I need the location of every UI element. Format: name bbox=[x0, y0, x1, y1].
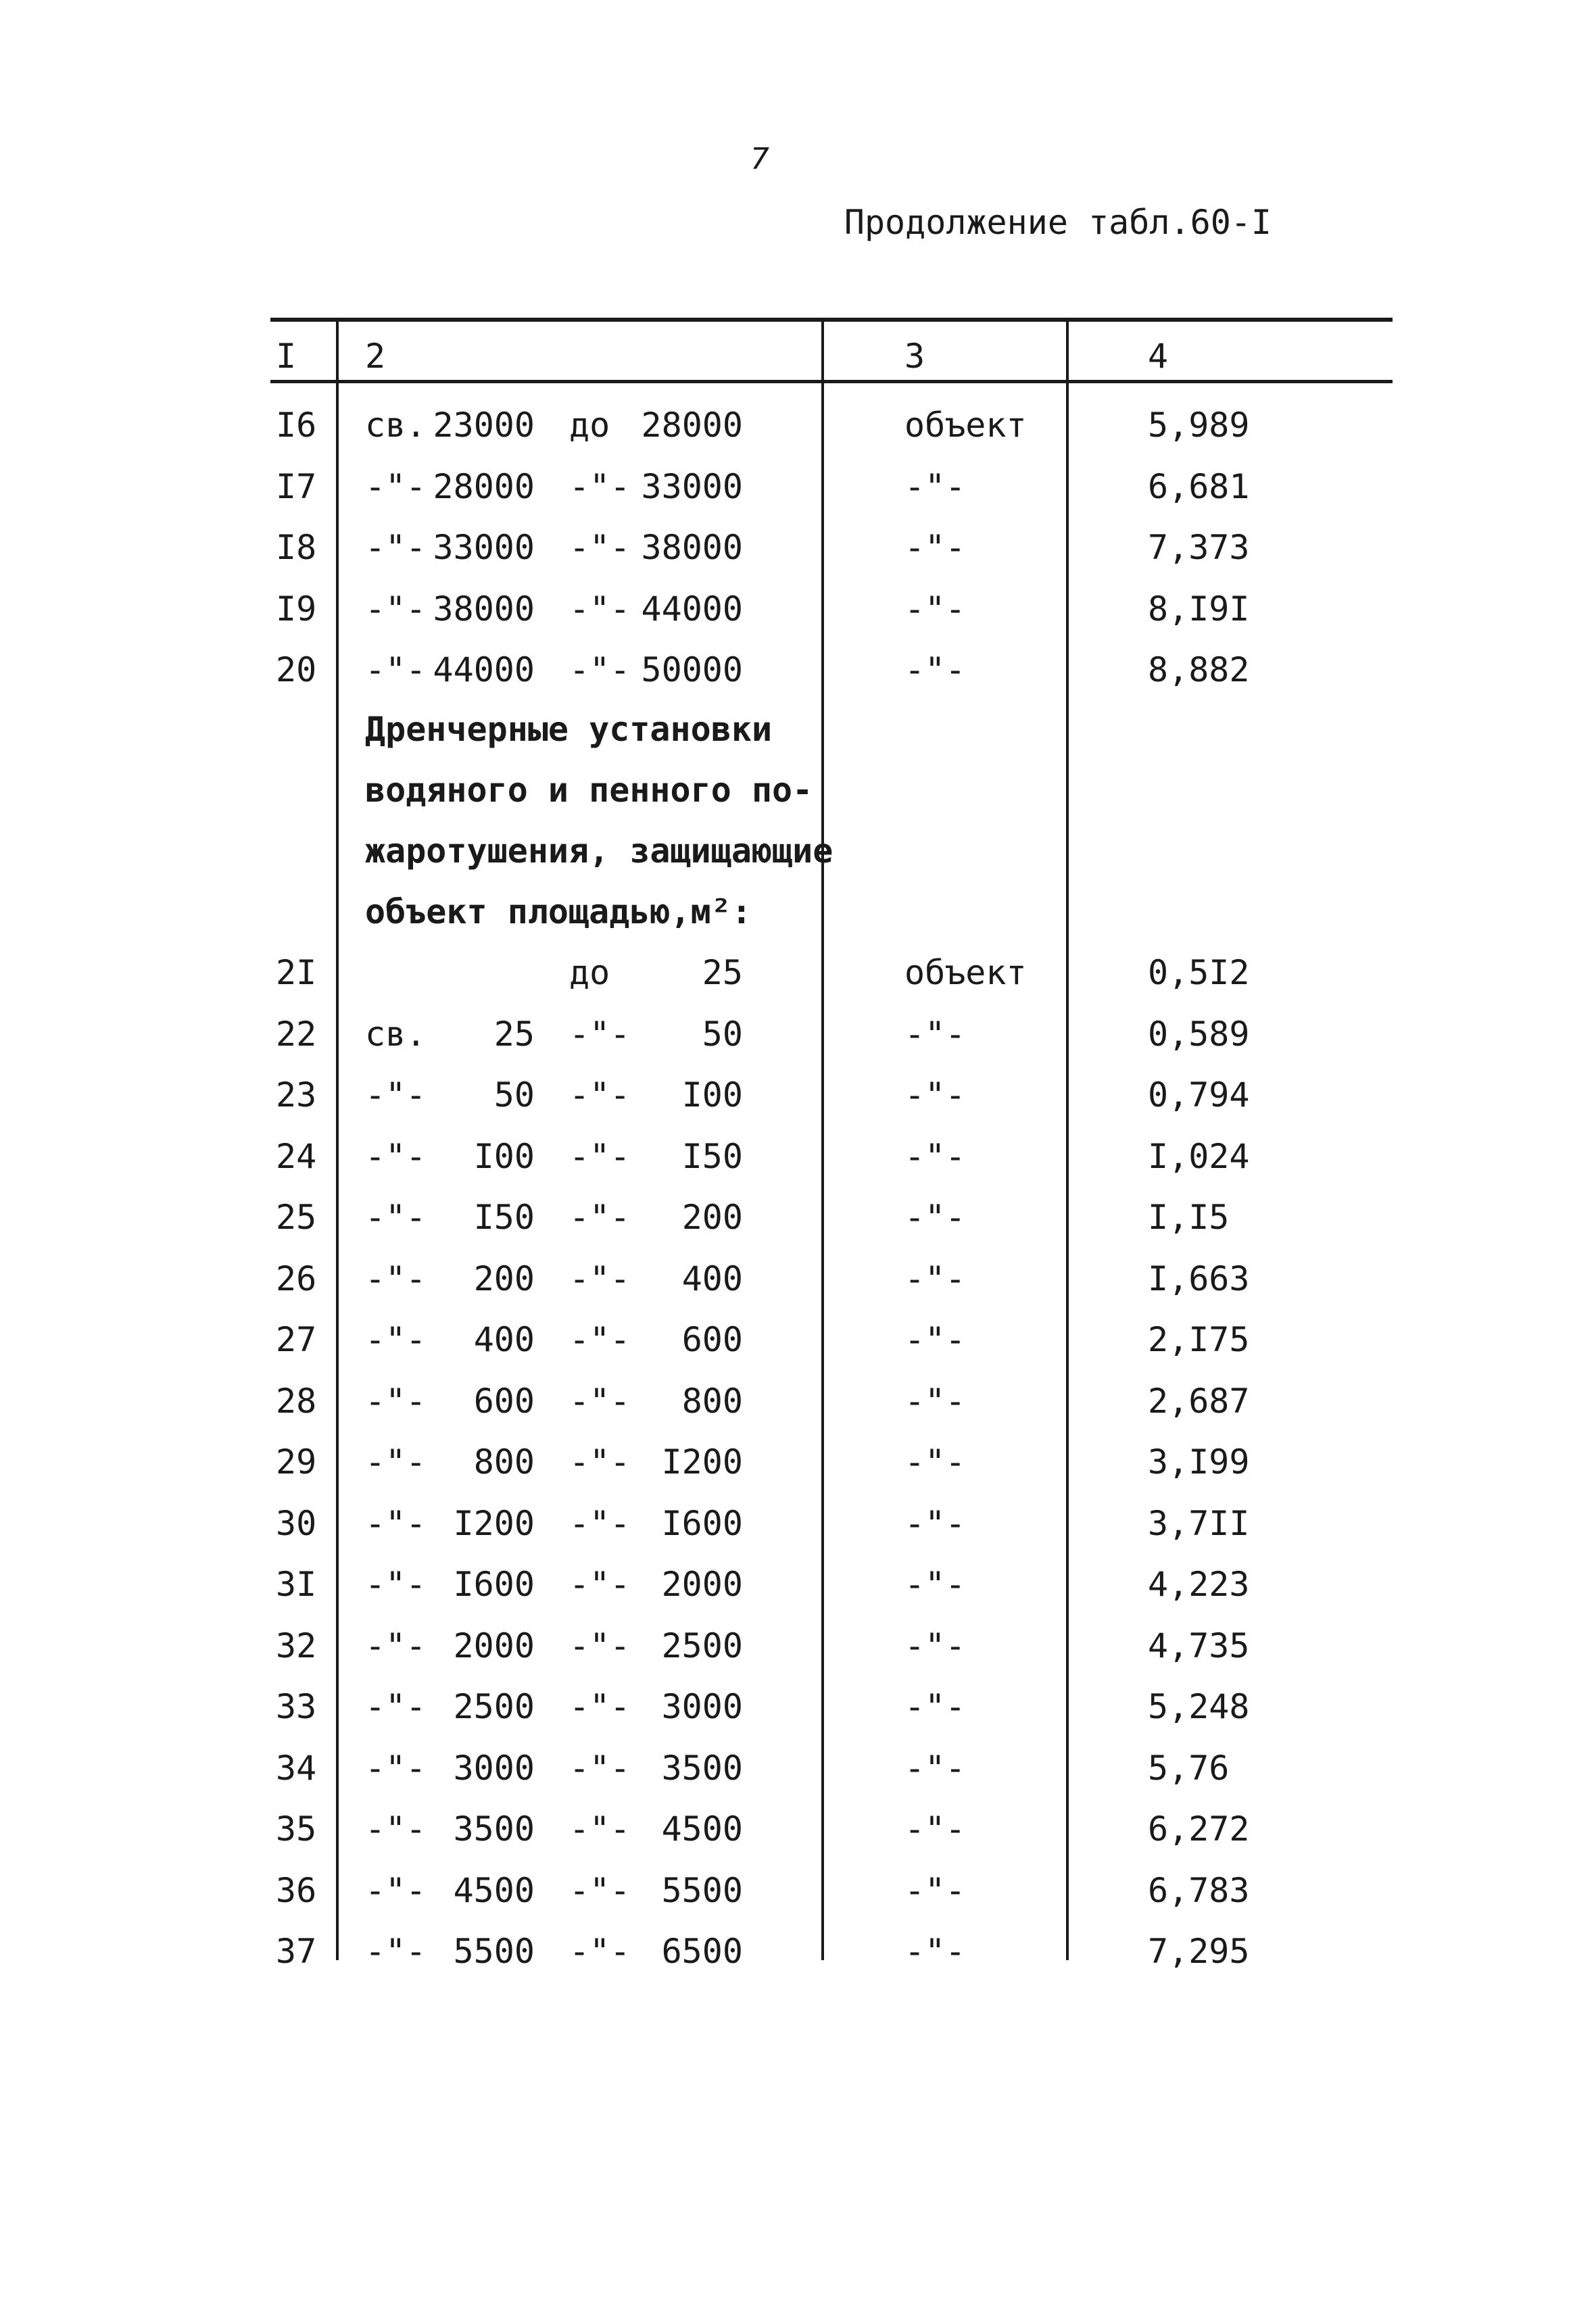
cell-d: I00 bbox=[681, 1075, 743, 1115]
cell-unit: -"- bbox=[904, 1503, 966, 1543]
cell-n: I9 bbox=[276, 589, 317, 629]
cell-value: 4,735 bbox=[1148, 1626, 1250, 1665]
cell-d: 600 bbox=[681, 1320, 743, 1359]
cell-n: 33 bbox=[276, 1687, 317, 1726]
cell-c: -"- bbox=[569, 1626, 631, 1665]
cell-a: -"- bbox=[365, 1198, 427, 1237]
cell-unit: -"- bbox=[904, 1932, 966, 1971]
cell-a: -"- bbox=[365, 1075, 427, 1115]
cell-d: 25 bbox=[702, 953, 743, 992]
table-row bbox=[0, 1504, 1596, 1565]
cell-value: 3,I99 bbox=[1148, 1442, 1250, 1482]
section-heading-line: жаротушения, защищающие bbox=[365, 831, 833, 871]
cell-d: 400 bbox=[681, 1259, 743, 1298]
table-header-rule bbox=[270, 380, 1393, 383]
header-col-4: 4 bbox=[1148, 337, 1169, 376]
cell-a: -"- bbox=[365, 1748, 427, 1788]
cell-unit: -"- bbox=[904, 1320, 966, 1359]
cell-n: 3I bbox=[276, 1565, 317, 1604]
cell-unit: объект bbox=[904, 406, 1027, 445]
cell-d: 3000 bbox=[661, 1687, 743, 1726]
cell-a: -"- bbox=[365, 1932, 427, 1971]
table-row bbox=[0, 467, 1596, 528]
cell-d: I200 bbox=[661, 1442, 743, 1482]
cell-value: I,663 bbox=[1148, 1259, 1250, 1298]
table-row bbox=[0, 528, 1596, 589]
cell-a: -"- bbox=[365, 1259, 427, 1298]
cell-value: 8,882 bbox=[1148, 650, 1250, 689]
cell-c: до bbox=[569, 406, 610, 445]
table-row bbox=[0, 650, 1596, 711]
cell-unit: -"- bbox=[904, 1687, 966, 1726]
cell-d: I50 bbox=[681, 1136, 743, 1176]
cell-value: 3,7II bbox=[1148, 1503, 1250, 1543]
table-row bbox=[0, 1198, 1596, 1259]
cell-n: 35 bbox=[276, 1809, 317, 1849]
cell-n: 25 bbox=[276, 1198, 317, 1237]
cell-c: -"- bbox=[569, 1565, 631, 1604]
table-row bbox=[0, 1565, 1596, 1626]
cell-unit: -"- bbox=[904, 1565, 966, 1604]
cell-a: -"- bbox=[365, 1626, 427, 1665]
cell-value: 7,373 bbox=[1148, 528, 1250, 567]
header-col-2: 2 bbox=[365, 337, 386, 376]
cell-a: -"- bbox=[365, 1503, 427, 1543]
cell-value: 6,783 bbox=[1148, 1870, 1250, 1910]
cell-n: 27 bbox=[276, 1320, 317, 1359]
header-col-1: I bbox=[276, 337, 297, 376]
cell-n: 30 bbox=[276, 1503, 317, 1543]
header-col-3: 3 bbox=[904, 337, 925, 376]
cell-n: I7 bbox=[276, 466, 317, 506]
table-row bbox=[0, 1015, 1596, 1075]
cell-unit: -"- bbox=[904, 1259, 966, 1298]
cell-b: 5500 bbox=[453, 1932, 535, 1971]
table-row bbox=[0, 1137, 1596, 1198]
cell-c: -"- bbox=[569, 1687, 631, 1726]
cell-a: -"- bbox=[365, 1442, 427, 1482]
cell-c: -"- bbox=[569, 1870, 631, 1910]
cell-c: -"- bbox=[569, 650, 631, 689]
table-row bbox=[0, 1259, 1596, 1320]
cell-a: -"- bbox=[365, 1687, 427, 1726]
cell-value: 6,272 bbox=[1148, 1809, 1250, 1849]
table-row bbox=[0, 1626, 1596, 1687]
cell-a: св. bbox=[365, 1014, 427, 1054]
cell-a: -"- bbox=[365, 1565, 427, 1604]
cell-unit: -"- bbox=[904, 1442, 966, 1482]
cell-n: I6 bbox=[276, 406, 317, 445]
table-row bbox=[0, 406, 1596, 466]
cell-value: 2,687 bbox=[1148, 1381, 1250, 1421]
cell-unit: -"- bbox=[904, 1198, 966, 1237]
cell-b: 33000 bbox=[433, 528, 535, 567]
cell-d: 38000 bbox=[641, 528, 743, 567]
cell-c: -"- bbox=[569, 1198, 631, 1237]
cell-b: I600 bbox=[453, 1565, 535, 1604]
cell-c: -"- bbox=[569, 1259, 631, 1298]
section-heading-line: водяного и пенного по- bbox=[365, 771, 813, 810]
cell-n: 28 bbox=[276, 1381, 317, 1421]
cell-c: -"- bbox=[569, 466, 631, 506]
cell-d: 2000 bbox=[661, 1565, 743, 1604]
cell-b: I00 bbox=[473, 1136, 535, 1176]
table-row bbox=[0, 589, 1596, 650]
cell-unit: -"- bbox=[904, 1748, 966, 1788]
cell-n: 34 bbox=[276, 1748, 317, 1788]
cell-b: 800 bbox=[473, 1442, 535, 1482]
cell-d: 800 bbox=[681, 1381, 743, 1421]
cell-n: 20 bbox=[276, 650, 317, 689]
cell-unit: -"- bbox=[904, 1809, 966, 1849]
cell-a: -"- bbox=[365, 650, 427, 689]
cell-a: св. bbox=[365, 406, 427, 445]
cell-value: 7,295 bbox=[1148, 1932, 1250, 1971]
cell-b: 38000 bbox=[433, 589, 535, 629]
cell-value: 4,223 bbox=[1148, 1565, 1250, 1604]
cell-b: 25 bbox=[493, 1014, 535, 1054]
cell-d: 44000 bbox=[641, 589, 743, 629]
cell-b: 3000 bbox=[453, 1748, 535, 1788]
section-heading-line: объект площадью,м²: bbox=[365, 892, 752, 931]
cell-value: I,024 bbox=[1148, 1136, 1250, 1176]
cell-value: 0,589 bbox=[1148, 1014, 1250, 1054]
cell-d: I600 bbox=[661, 1503, 743, 1543]
page-number: 7 bbox=[750, 142, 769, 176]
table-row bbox=[0, 1749, 1596, 1809]
cell-c: -"- bbox=[569, 1014, 631, 1054]
cell-a: -"- bbox=[365, 1320, 427, 1359]
cell-c: -"- bbox=[569, 1503, 631, 1543]
cell-value: 5,76 bbox=[1148, 1748, 1230, 1788]
table-row bbox=[0, 1320, 1596, 1381]
cell-c: -"- bbox=[569, 1932, 631, 1971]
cell-c: -"- bbox=[569, 1320, 631, 1359]
cell-a: -"- bbox=[365, 528, 427, 567]
cell-n: 24 bbox=[276, 1136, 317, 1176]
cell-a: -"- bbox=[365, 1381, 427, 1421]
cell-unit: -"- bbox=[904, 589, 966, 629]
cell-value: 6,681 bbox=[1148, 466, 1250, 506]
cell-b: 3500 bbox=[453, 1809, 535, 1849]
cell-c: -"- bbox=[569, 1748, 631, 1788]
cell-d: 5500 bbox=[661, 1870, 743, 1910]
cell-unit: -"- bbox=[904, 1014, 966, 1054]
cell-d: 50000 bbox=[641, 650, 743, 689]
cell-b: I50 bbox=[473, 1198, 535, 1237]
cell-n: 23 bbox=[276, 1075, 317, 1115]
cell-n: 37 bbox=[276, 1932, 317, 1971]
cell-n: I8 bbox=[276, 528, 317, 567]
cell-c: -"- bbox=[569, 1809, 631, 1849]
cell-c: -"- bbox=[569, 528, 631, 567]
cell-n: 36 bbox=[276, 1870, 317, 1910]
cell-value: 5,989 bbox=[1148, 406, 1250, 445]
cell-value: I,I5 bbox=[1148, 1198, 1230, 1237]
cell-n: 26 bbox=[276, 1259, 317, 1298]
cell-unit: -"- bbox=[904, 650, 966, 689]
cell-b: 600 bbox=[473, 1381, 535, 1421]
cell-b: 2000 bbox=[453, 1626, 535, 1665]
cell-value: 5,248 bbox=[1148, 1687, 1250, 1726]
cell-b: 2500 bbox=[453, 1687, 535, 1726]
table-row bbox=[0, 1382, 1596, 1442]
table-top-rule bbox=[270, 318, 1393, 322]
continuation-title: Продолжение табл.60-I bbox=[844, 203, 1272, 242]
cell-a: -"- bbox=[365, 589, 427, 629]
table-row bbox=[0, 953, 1596, 1014]
cell-d: 200 bbox=[681, 1198, 743, 1237]
cell-a: -"- bbox=[365, 1809, 427, 1849]
table-row bbox=[0, 1075, 1596, 1136]
cell-d: 28000 bbox=[641, 406, 743, 445]
cell-c: -"- bbox=[569, 1075, 631, 1115]
cell-c: -"- bbox=[569, 1442, 631, 1482]
cell-unit: -"- bbox=[904, 1381, 966, 1421]
cell-b: 4500 bbox=[453, 1870, 535, 1910]
cell-unit: -"- bbox=[904, 1075, 966, 1115]
cell-c: -"- bbox=[569, 589, 631, 629]
cell-unit: объект bbox=[904, 953, 1027, 992]
table-row bbox=[0, 1442, 1596, 1503]
cell-b: 50 bbox=[493, 1075, 535, 1115]
cell-a: -"- bbox=[365, 1136, 427, 1176]
cell-unit: -"- bbox=[904, 1626, 966, 1665]
cell-a: -"- bbox=[365, 466, 427, 506]
cell-c: до bbox=[569, 953, 610, 992]
cell-n: 22 bbox=[276, 1014, 317, 1054]
cell-b: 28000 bbox=[433, 466, 535, 506]
cell-d: 3500 bbox=[661, 1748, 743, 1788]
cell-unit: -"- bbox=[904, 466, 966, 506]
cell-b: I200 bbox=[453, 1503, 535, 1543]
section-heading-line: Дренчерные установки bbox=[365, 710, 773, 749]
cell-unit: -"- bbox=[904, 1870, 966, 1910]
table-row bbox=[0, 1932, 1596, 1993]
cell-c: -"- bbox=[569, 1136, 631, 1176]
cell-n: 29 bbox=[276, 1442, 317, 1482]
cell-d: 50 bbox=[702, 1014, 743, 1054]
cell-unit: -"- bbox=[904, 528, 966, 567]
cell-b: 23000 bbox=[433, 406, 535, 445]
cell-c: -"- bbox=[569, 1381, 631, 1421]
table-row bbox=[0, 1687, 1596, 1748]
cell-value: 2,I75 bbox=[1148, 1320, 1250, 1359]
cell-value: 0,794 bbox=[1148, 1075, 1250, 1115]
cell-unit: -"- bbox=[904, 1136, 966, 1176]
cell-n: 32 bbox=[276, 1626, 317, 1665]
cell-d: 2500 bbox=[661, 1626, 743, 1665]
cell-a: -"- bbox=[365, 1870, 427, 1910]
cell-b: 400 bbox=[473, 1320, 535, 1359]
table-row bbox=[0, 1809, 1596, 1870]
cell-value: 8,I9I bbox=[1148, 589, 1250, 629]
cell-value: 0,5I2 bbox=[1148, 953, 1250, 992]
cell-d: 6500 bbox=[661, 1932, 743, 1971]
cell-n: 2I bbox=[276, 953, 317, 992]
cell-d: 33000 bbox=[641, 466, 743, 506]
cell-d: 4500 bbox=[661, 1809, 743, 1849]
cell-b: 44000 bbox=[433, 650, 535, 689]
table-row bbox=[0, 1871, 1596, 1932]
cell-b: 200 bbox=[473, 1259, 535, 1298]
